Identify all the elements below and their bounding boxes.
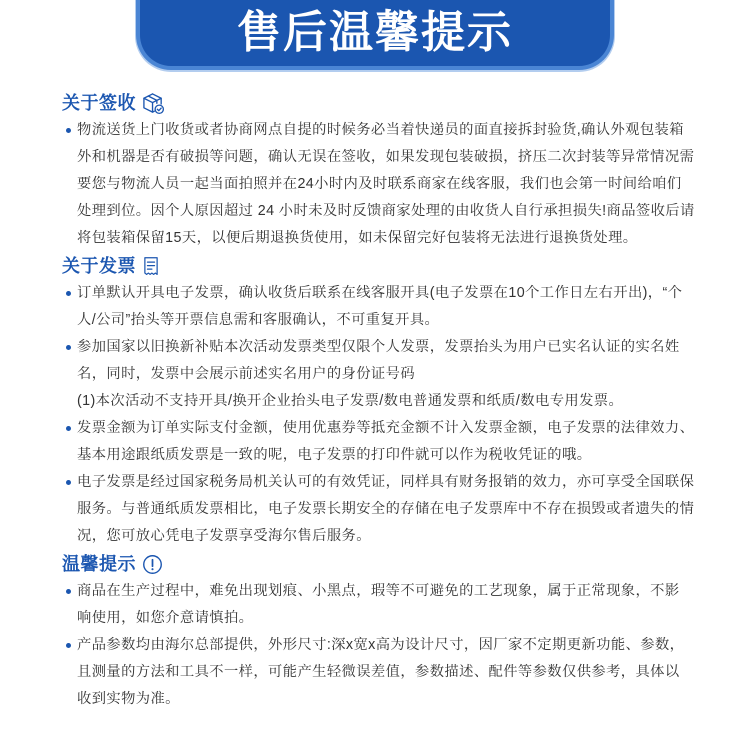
bullet-dot — [66, 589, 71, 594]
page-title: 售后温馨提示 — [237, 8, 513, 57]
text-line: 且测量的方法和工具不一样，可能产生轻微误差值，参数描述、配件等参数仅供参考，具体以 — [77, 664, 680, 680]
bullet-dot — [66, 291, 71, 296]
bullet-dot — [66, 128, 71, 133]
text-line: 电子发票是经过国家税务局机关认可的有效凭证，同样具有财务报销的效力，亦可享受全国联保 — [77, 474, 695, 490]
list-item — [62, 632, 702, 713]
exclamation-circle-icon — [142, 554, 163, 575]
notice-content — [62, 89, 702, 713]
text-line: 服务。与普通纸质发票相比，电子发票长期安全的存储在电子发票库中不存在损毁或者遗失的情 — [77, 501, 695, 517]
list-item — [62, 415, 702, 469]
receipt-icon — [142, 256, 160, 277]
section-invoice — [62, 252, 702, 550]
bullet-dot — [66, 426, 71, 431]
section-tips — [62, 550, 702, 713]
text-line: 产品参数均由海尔总部提供，外形尺寸:深x宽x高为设计尺寸，因厂家不定期更新功能、参数， — [77, 637, 685, 653]
text-line: (1)本次活动不支持开具/换开企业抬头电子发票/数电普通发票和纸质/数电专用发票。 — [77, 393, 624, 409]
text-line: 订单默认开具电子发票，确认收货后联系在线客服开具(电子发票在10个工作日左右开出)，“个 — [77, 285, 683, 301]
text-line: 处理到位。因个人原因超过 24 小时未及时反馈商家处理的由收货人自行承担损失!商品签收后请 — [77, 203, 695, 219]
list-item-note — [62, 388, 702, 415]
section-heading — [62, 89, 702, 117]
section-delivery-receipt — [62, 89, 702, 252]
text-line: 人/公司”抬头等开票信息需和客服确认，不可重复开具。 — [77, 312, 440, 328]
text-line: 参加国家以旧换新补贴本次活动发票类型仅限个人发票，发票抬头为用户已实名认证的实名姓 — [77, 339, 680, 355]
list-item — [62, 469, 702, 550]
section-heading-text: 关于发票 — [62, 256, 136, 276]
bullet-dot — [66, 345, 71, 350]
text-line: 要您与物流人员一起当面拍照并在24小时内及时联系商家在线客服，我们也会第一时间给咱们 — [77, 176, 682, 192]
list-item — [62, 117, 702, 252]
section-heading-text: 关于签收 — [62, 93, 136, 113]
text-line: 商品在生产过程中，难免出现划痕、小黑点，瑕等不可避免的工艺现象，属于正常现象，不影 — [77, 583, 680, 599]
text-line: 外和机器是否有破损等问题，确认无误在签收，如果发现包装破损，挤压二次封装等异常情况需 — [77, 149, 695, 165]
title-banner — [136, 0, 614, 70]
package-check-icon — [142, 92, 165, 115]
text-line: 基本用途跟纸质发票是一致的呢，电子发票的打印件就可以作为税收凭证的哦。 — [77, 447, 592, 463]
text-line: 况，您可放心凭电子发票享受海尔售后服务。 — [77, 528, 371, 544]
text-line: 收到实物为准。 — [77, 691, 180, 707]
list-item — [62, 578, 702, 632]
bullet-dot — [66, 480, 71, 485]
bullet-dot — [66, 643, 71, 648]
section-heading — [62, 550, 702, 578]
list-item — [62, 280, 702, 334]
section-heading-text: 温馨提示 — [62, 554, 136, 574]
list-item — [62, 334, 702, 388]
section-heading — [62, 252, 702, 280]
text-line: 物流送货上门收货或者协商网点自提的时候务必当着快递员的面直接拆封验货,确认外观包装箱 — [77, 122, 684, 138]
text-line: 发票金额为订单实际支付金额，使用优惠券等抵充金额不计入发票金额，电子发票的法律效力、 — [77, 420, 695, 436]
text-line: 将包装箱保留15天，以便后期退换货使用，如未保留完好包装将无法进行退换货处理。 — [77, 230, 638, 246]
text-line: 响使用，如您介意请慎拍。 — [77, 610, 254, 626]
text-line: 名，同时，发票中会展示前述实名用户的身份证号码 — [77, 366, 416, 382]
